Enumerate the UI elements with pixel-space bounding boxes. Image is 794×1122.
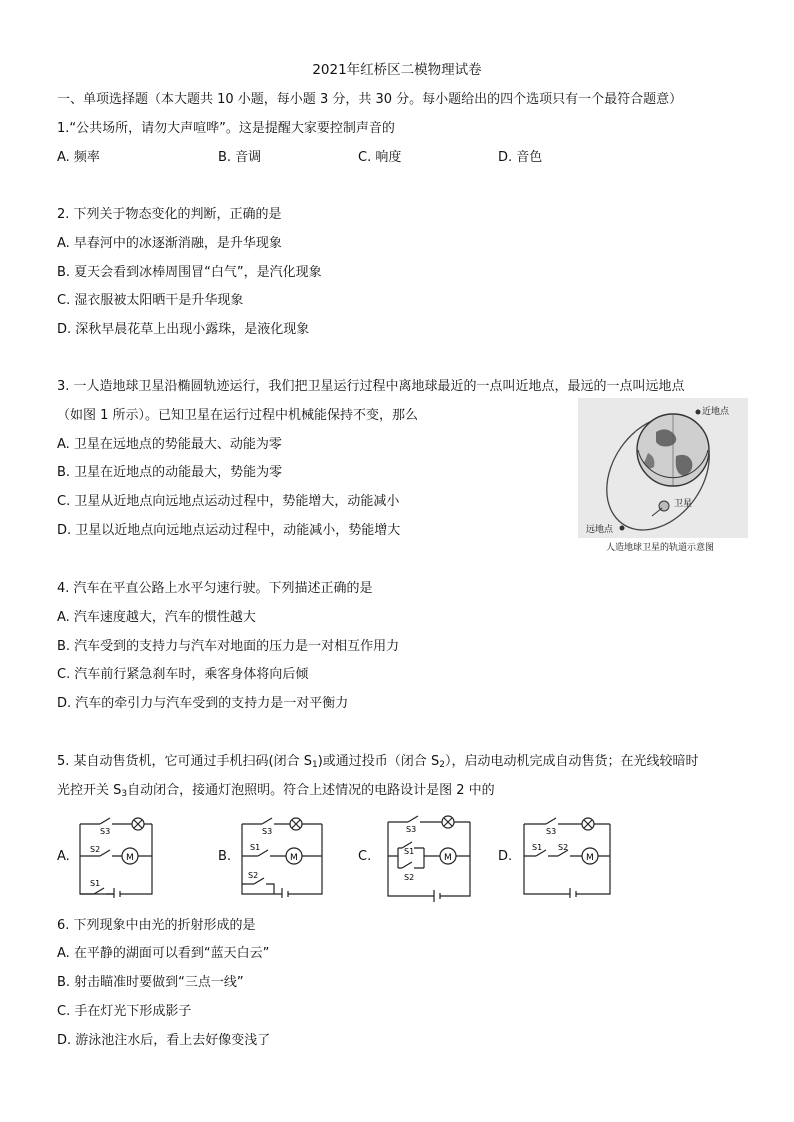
exam-title: 2021年红桥区二模物理试卷 <box>312 62 482 78</box>
svg-text:M: M <box>126 853 134 863</box>
q1-option-d: D. 音色 <box>498 150 543 165</box>
q2-stem: 2. 下列关于物态变化的判断，正确的是 <box>57 207 282 222</box>
svg-text:S1: S1 <box>90 879 101 888</box>
q5-stem-line2: 光控开关 $S_3$自动闭合，接通灯泡照明。符合上述情况的电路设计是图 2 中的 <box>57 783 495 799</box>
q1-option-b: B. 音调 <box>218 150 262 165</box>
figure-caption: 人造地球卫星的轨道示意图 <box>606 543 715 553</box>
q1-option-c: C. 响度 <box>358 150 402 165</box>
svg-text:M: M <box>586 853 594 863</box>
q1-option-a: A. 频率 <box>57 150 100 165</box>
circuit-b-label: B. <box>218 849 232 864</box>
q2-option-d: D. 深秋早晨花草上出现小露珠，是液化现象 <box>57 322 310 337</box>
svg-text:S2: S2 <box>90 845 101 854</box>
circuit-d-label: D. <box>498 849 513 864</box>
q3-option-d: D. 卫星以近地点向远地点运动过程中，动能减小，势能增大 <box>57 523 401 538</box>
circuit-c-label: C. <box>358 849 372 864</box>
q6-stem: 6. 下列现象中由光的折射形成的是 <box>57 918 256 933</box>
q3-option-c: C. 卫星从近地点向远地点运动过程中，势能增大，动能减小 <box>57 494 400 509</box>
q3-stem-line1: 3. 一人造地球卫星沿椭圆轨迹运行，我们把卫星运行过程中离地球最近的一点叫近地点，最远的一点叫远地点 <box>57 379 685 394</box>
circuit-b-diagram <box>238 814 326 898</box>
q6-option-c: C. 手在灯光下形成影子 <box>57 1004 192 1019</box>
circuit-a-label: A. <box>57 849 70 864</box>
q4-option-b: B. 汽车受到的支持力与汽车对地面的压力是一对相互作用力 <box>57 639 400 654</box>
q3-stem-line2: （如图 1 所示）。已知卫星在运行过程中机械能保持不变，那么 <box>57 408 419 423</box>
q2-option-a: A. 早春河中的冰逐渐消融，是升华现象 <box>57 236 282 251</box>
q2-option-b: B. 夏天会看到冰棒周围冒“白气”，是汽化现象 <box>57 265 322 280</box>
svg-text:S1: S1 <box>404 847 415 856</box>
q4-option-d: D. 汽车的牵引力与汽车受到的支持力是一对平衡力 <box>57 696 349 711</box>
svg-text:S2: S2 <box>558 843 569 852</box>
svg-text:S1: S1 <box>250 843 261 852</box>
q2-option-c: C. 湿衣服被太阳晒干是升华现象 <box>57 293 244 308</box>
q5-stem-line1: 5. 某自动售货机，它可通过手机扫码(闭合 $S_1$)或通过投币（闭合 $S_2$），启动电动机完成自动售货；在光线较暗时 <box>57 754 699 770</box>
svg-text:M: M <box>444 853 452 863</box>
q3-option-a: A. 卫星在远地点的势能最大、动能为零 <box>57 437 282 452</box>
section-heading: 一、单项选择题（本大题共 10 小题，每小题 3 分，共 30 分。每小题给出的四个选项只有一个最符合题意） <box>57 92 683 107</box>
svg-text:S3: S3 <box>406 825 417 834</box>
q6-option-d: D. 游泳池注水后，看上去好像变浅了 <box>57 1033 271 1048</box>
svg-text:S2: S2 <box>248 871 259 880</box>
q4-stem: 4. 汽车在平直公路上水平匀速行驶。下列描述正确的是 <box>57 581 373 596</box>
svg-text:S3: S3 <box>100 827 111 836</box>
svg-text:S3: S3 <box>546 827 557 836</box>
satellite-orbit-figure <box>578 398 748 554</box>
q6-option-b: B. 射击瞄准时要做到“三点一线” <box>57 975 244 990</box>
q6-option-a: A. 在平静的湖面可以看到“蓝天白云” <box>57 946 270 961</box>
label-satellite: 卫星 <box>674 499 693 509</box>
q4-option-c: C. 汽车前行紧急刹车时，乘客身体将向后倾 <box>57 667 309 682</box>
q4-option-a: A. 汽车速度越大，汽车的惯性越大 <box>57 610 256 625</box>
q3-option-b: B. 卫星在近地点的动能最大，势能为零 <box>57 465 283 480</box>
label-near-point: 近地点 <box>702 407 730 417</box>
svg-text:S3: S3 <box>262 827 273 836</box>
circuit-c-diagram <box>384 808 474 902</box>
q1-stem: 1.“公共场所，请勿大声喧哗”。这是提醒大家要控制声音的 <box>57 121 395 136</box>
svg-text:S1: S1 <box>532 843 543 852</box>
circuit-a-diagram <box>76 814 156 898</box>
svg-text:S2: S2 <box>404 873 415 882</box>
svg-text:M: M <box>290 853 298 863</box>
circuit-d-diagram <box>520 814 614 898</box>
label-far-point: 远地点 <box>586 525 614 535</box>
